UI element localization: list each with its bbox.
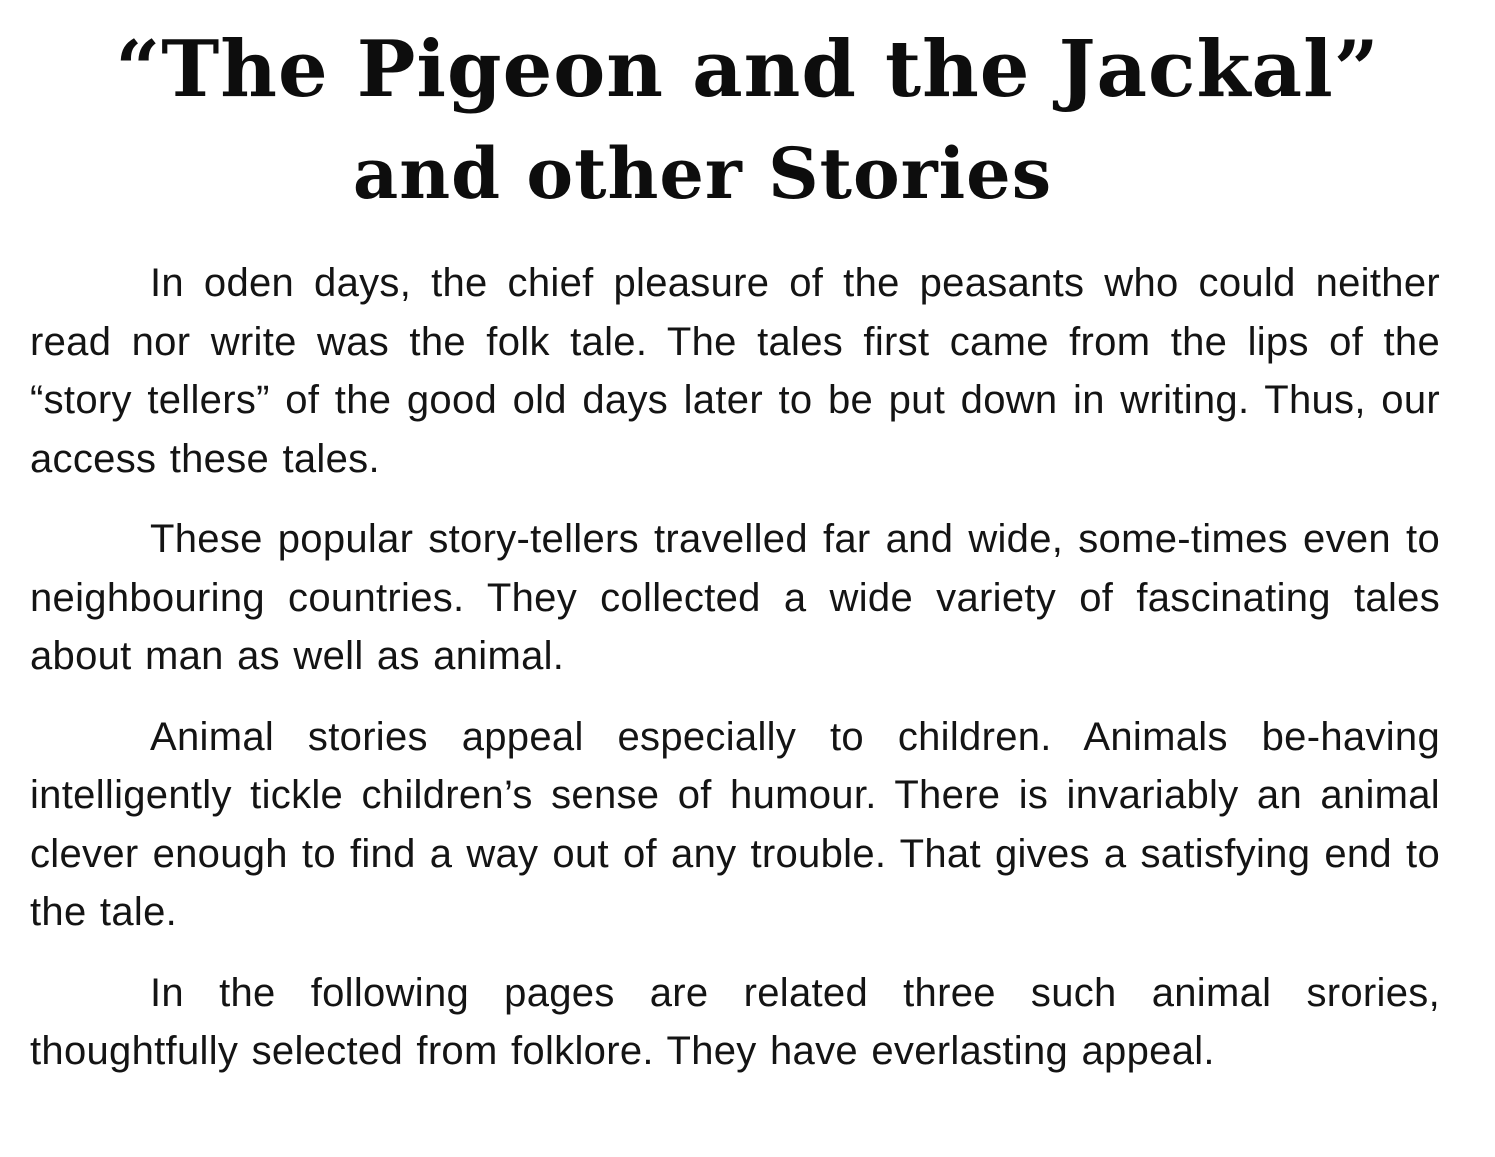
- page-subtitle: and other Stories: [352, 132, 1053, 215]
- body-text: [30, 254, 1440, 1103]
- paragraph-4: In the following pages are related three such animal srories, thoughtfully selected from folklore. They have everlasting appeal.: [30, 970, 1440, 1073]
- page-title: “The Pigeon and the Jackal”: [115, 24, 1380, 115]
- paragraph-1: In oden days, the chief pleasure of the peasants who could neither read nor write was the folk tale. The tales first came from the lips of the “story tellers” of the good old days later to be put down in writing. Thus, our access these tales.: [30, 261, 1440, 481]
- title-block: [0, 18, 1495, 226]
- paragraph-3: Animal stories appeal especially to children. Animals be-having intelligently tickle children’s sense of humour. There is invariably an animal clever enough to find a way out of any trouble. That gives a satisfying end to the tale.: [30, 714, 1440, 934]
- paragraph-2: These popular story-tellers travelled far and wide, some-times even to neighbouring countries. They collected a wide variety of fascinating tales about man as well as animal.: [30, 517, 1440, 678]
